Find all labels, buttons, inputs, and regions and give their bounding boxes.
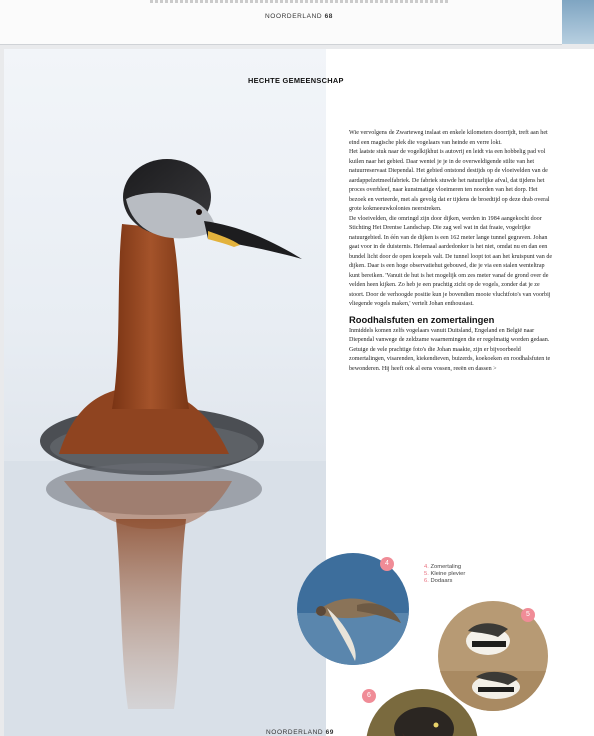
adjacent-page-edge xyxy=(562,0,594,44)
footer-page-number: 69 xyxy=(325,729,335,736)
caption-item: 6. Dodaars xyxy=(424,578,453,585)
footer-page-number: 68 xyxy=(324,13,334,20)
page-footer xyxy=(266,729,334,736)
section-title: HECHTE GEMEENSCHAP xyxy=(248,76,344,85)
magazine-page xyxy=(4,49,594,736)
photo-teal xyxy=(297,553,409,665)
article-body xyxy=(349,129,554,374)
previous-page-footer xyxy=(265,13,333,20)
subheading: Roodhalsfuten en zomertalingen xyxy=(349,313,495,325)
previous-page xyxy=(0,0,562,45)
paragraph-intro: Wie vervolgens de Zwarteweg inslaat en enkele kilometers doorrijdt, treft aan het eind een magische plek die vogelaars van heinde en verre lokt. xyxy=(349,130,548,146)
footer-brand: NOORDERLAND xyxy=(266,729,324,736)
photo-number-badge: 5 xyxy=(521,608,535,622)
photo-captions xyxy=(424,564,465,586)
paragraph-hut-path: Het laatste stuk naar de vogelkijkhut is autovrij en leidt via een hobbelig pad vol kuilen naar het gebied. Daar wentel je je in de overweldigende stilte van het natuurreservaat Diependal. Het gebied ontstond destijds op de vloeivelden van de aardappelzetmeelfabriek. De fabriek stuwde het natuurlijke afval, dat tijdens het proces overbleef, naar kunstmatige vloeimeren ten noorden van het dorp. Het bezoek en verteerde, met als gevolg dat er tijdens de broedtijd op deze drab overal grote kokmeeuwkolonies neerstreken. xyxy=(349,149,550,212)
footer-brand: NOORDERLAND xyxy=(265,13,323,20)
caption-item: 5. Kleine plevier xyxy=(424,571,466,578)
paragraph-tunnel: De vloeivelden, die omringd zijn door dijken, werden in 1984 aangekocht door Stichting Het Drentse Landschap. Die zag wel wat in dat fraaie, vogelrijke natuurgebied. In één van de dijken is een 162 meter lange tunnel gegraven. Johan gaat voor in de duisternis. Helemaal aardedonker is het niet, omdat nu en dan een bundel licht door de open koepels valt. De tunnel loopt tot aan het kruispunt van de dijken. Daar is een hoge observatiehut gebouwd, die je via een stalen wenteltrap kunt bereiken. 'Vanuit de hut is het mogelijk om zes meter vanaf de grond over de velden heen kijken. Zo heb je een prachtig zicht op de vogels, zonder dat je ze stoort. Door de verhoogde positie kun je bovendien mooie vluchtfoto's van voorbij vliegende vogels maken,' vertelt Johan enthousiast. xyxy=(349,215,553,307)
paragraph-birds: Inmiddels komen zelfs vogelaars vanuit Duitsland, Engeland en België naar Diependal vanwege de zeldzame waarnemingen die er regelmatig worden gedaan. Getuige de vele prachtige foto's die Johan maakte, zijn er bijvoorbeeld zomertalingen, visarenden, kiekendieven, buizerds, koekoeken en roodhalsfuten te bewonderen. Hij heeft ook al eens vossen, reeën en dassen > xyxy=(349,327,551,372)
photo-number-badge: 6 xyxy=(362,689,376,703)
photo-number-badge: 4 xyxy=(380,557,394,571)
previous-page-text-remnant xyxy=(150,0,450,3)
caption-item: 4. Zomertaling xyxy=(424,564,462,570)
grebe-photo xyxy=(4,49,326,736)
